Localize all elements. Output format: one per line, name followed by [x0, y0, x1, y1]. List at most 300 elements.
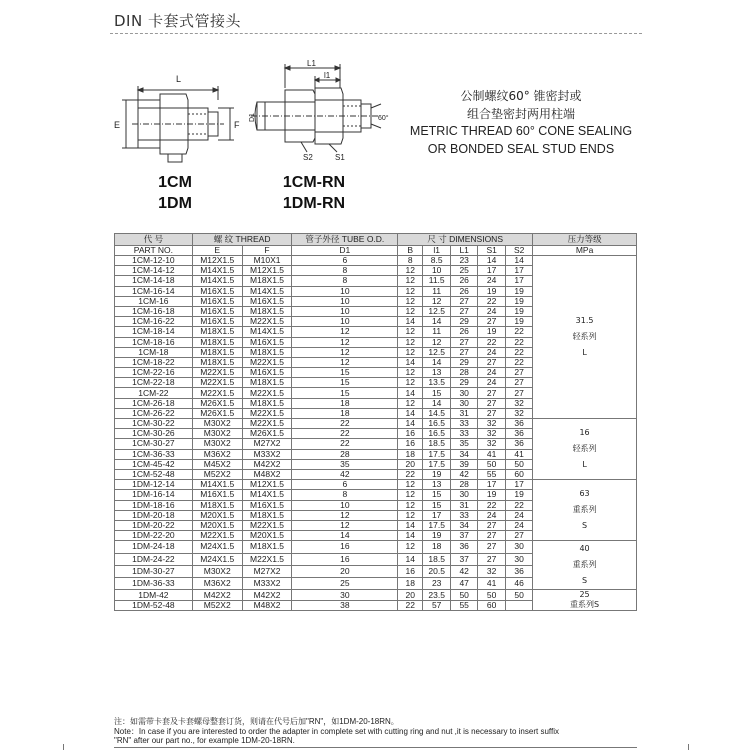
model-label-left [150, 172, 200, 214]
cell-dim-B: 16 [398, 565, 423, 577]
cell-thread-F: M18X1.5 [242, 347, 292, 357]
cell-thread-E: M22X1.5 [192, 388, 242, 398]
cell-dim-L1: 33 [451, 429, 478, 439]
cell-thread-F: M48X2 [242, 469, 292, 479]
cell-dim-S2: 30 [506, 553, 533, 565]
cell-thread-E: M16X1.5 [192, 490, 242, 500]
cell-tube-D1: 35 [292, 459, 398, 469]
cell-dim-L1: 33 [451, 510, 478, 520]
cell-thread-F: M12X1.5 [242, 266, 292, 276]
cell-dim-S1: 22 [478, 500, 506, 510]
cell-thread-F: M27X2 [242, 439, 292, 449]
table-row [115, 419, 637, 429]
cell-dim-B: 12 [398, 510, 423, 520]
cell-dim-S1: 32 [478, 565, 506, 577]
cell-dim-B: 12 [398, 378, 423, 388]
cell-dim-l1: 14 [423, 398, 451, 408]
cell-dim-L1: 26 [451, 286, 478, 296]
cell-dim-l1: 19 [423, 469, 451, 479]
cell-tube-D1: 22 [292, 429, 398, 439]
cell-dim-B: 22 [398, 469, 423, 479]
cell-tube-D1: 10 [292, 306, 398, 316]
cell-dim-L1: 30 [451, 490, 478, 500]
model-1dm: 1DM [158, 195, 192, 212]
cell-dim-L1: 50 [451, 590, 478, 601]
cell-dim-S1: 24 [478, 306, 506, 316]
cell-dim-S1: 17 [478, 480, 506, 490]
cell-dim-S2: 50 [506, 590, 533, 601]
cell-part-no: 1CM-22-16 [115, 368, 193, 378]
cell-dim-L1: 27 [451, 347, 478, 357]
cell-dim-L1: 37 [451, 531, 478, 541]
cell-dim-L1: 36 [451, 541, 478, 553]
cell-part-no: 1CM-16-18 [115, 306, 193, 316]
cell-dim-S2: 32 [506, 408, 533, 418]
cell-dim-B: 12 [398, 296, 423, 306]
pressure-group-cell [533, 419, 637, 480]
cell-thread-E: M20X1.5 [192, 520, 242, 530]
cell-thread-E: M14X1.5 [192, 480, 242, 490]
cell-dim-B: 12 [398, 276, 423, 286]
cell-thread-F: M26X1.5 [242, 429, 292, 439]
pressure-series: 重系列 [572, 560, 597, 570]
cell-dim-S1: 50 [478, 459, 506, 469]
pressure-value: 63 [579, 489, 590, 499]
cell-tube-D1: 12 [292, 510, 398, 520]
cell-dim-B: 18 [398, 578, 423, 590]
cell-thread-E: M16X1.5 [192, 286, 242, 296]
cell-dim-S1: 24 [478, 510, 506, 520]
cell-dim-L1: 30 [451, 398, 478, 408]
pressure-group-cell [533, 590, 637, 611]
cell-dim-S1: 27 [478, 520, 506, 530]
cell-thread-F: M22X1.5 [242, 388, 292, 398]
cell-part-no: 1CM-16 [115, 296, 193, 306]
cell-dim-L1: 37 [451, 553, 478, 565]
cell-dim-l1: 11.5 [423, 276, 451, 286]
cell-dim-l1: 12 [423, 337, 451, 347]
cell-thread-E: M30X2 [192, 419, 242, 429]
note-en-2: "RN" after our part no., for example 1DM-20-18RN. [114, 736, 295, 745]
cell-dim-l1: 17.5 [423, 520, 451, 530]
header-dimensions: 尺 寸 DIMENSIONS [398, 234, 533, 246]
header-thread: 螺 纹 THREAD [192, 234, 292, 246]
cell-dim-S1: 27 [478, 553, 506, 565]
cell-dim-B: 14 [398, 419, 423, 429]
cell-dim-S1: 22 [478, 296, 506, 306]
cell-dim-S2: 22 [506, 347, 533, 357]
cell-tube-D1: 42 [292, 469, 398, 479]
cell-dim-S1: 27 [478, 357, 506, 367]
cell-thread-F: M12X1.5 [242, 480, 292, 490]
cell-thread-F: M18X1.5 [242, 306, 292, 316]
cell-thread-E: M52X2 [192, 469, 242, 479]
cell-dim-L1: 55 [451, 600, 478, 611]
cell-thread-E: M18X1.5 [192, 327, 242, 337]
cell-tube-D1: 20 [292, 565, 398, 577]
cell-tube-D1: 12 [292, 357, 398, 367]
title-divider [110, 33, 642, 34]
cell-dim-l1: 18 [423, 541, 451, 553]
header-code: 代 号 [115, 234, 193, 246]
dim-label-L: L [176, 74, 182, 84]
cell-dim-B: 20 [398, 459, 423, 469]
cell-dim-S2: 22 [506, 500, 533, 510]
cell-part-no: 1CM-22 [115, 388, 193, 398]
cell-thread-F: M16X1.5 [242, 500, 292, 510]
dim-label-angle: 60° [378, 115, 389, 122]
cell-dim-S2: 19 [506, 286, 533, 296]
cell-dim-S2: 22 [506, 337, 533, 347]
cell-part-no: 1DM-18-16 [115, 500, 193, 510]
cell-tube-D1: 12 [292, 347, 398, 357]
cell-thread-F: M18X1.5 [242, 541, 292, 553]
cell-thread-E: M26X1.5 [192, 408, 242, 418]
cell-part-no: 1DM-52-48 [115, 600, 193, 611]
model-label-right [272, 172, 356, 214]
cell-tube-D1: 18 [292, 408, 398, 418]
cell-dim-S2: 36 [506, 429, 533, 439]
cell-dim-B: 20 [398, 590, 423, 601]
cell-dim-S2: 27 [506, 388, 533, 398]
cell-dim-S2: 19 [506, 317, 533, 327]
cell-dim-S1: 32 [478, 439, 506, 449]
cell-dim-S1: 27 [478, 398, 506, 408]
cell-dim-S1: 24 [478, 276, 506, 286]
cell-part-no: 1CM-18 [115, 347, 193, 357]
cell-dim-S2: 19 [506, 490, 533, 500]
cell-dim-B: 14 [398, 388, 423, 398]
header-E: E [192, 246, 242, 256]
pressure-value: 25 [579, 590, 590, 600]
cell-dim-S2: 36 [506, 565, 533, 577]
cell-dim-L1: 26 [451, 327, 478, 337]
cell-dim-l1: 57 [423, 600, 451, 611]
table-header-sub [115, 246, 637, 256]
cell-dim-l1: 23 [423, 578, 451, 590]
pressure-group-cell [533, 256, 637, 419]
header-tube: 管子外径 TUBE O.D. [292, 234, 398, 246]
cell-dim-S2: 30 [506, 541, 533, 553]
cell-thread-E: M20X1.5 [192, 510, 242, 520]
cell-thread-E: M12X1.5 [192, 256, 242, 266]
cell-part-no: 1DM-24-18 [115, 541, 193, 553]
cell-tube-D1: 14 [292, 531, 398, 541]
cell-dim-S1: 19 [478, 286, 506, 296]
cell-dim-S2: 32 [506, 398, 533, 408]
cell-thread-F: M33X2 [242, 449, 292, 459]
cell-tube-D1: 10 [292, 286, 398, 296]
cell-dim-B: 14 [398, 520, 423, 530]
table-row [115, 541, 637, 553]
cell-thread-F: M18X1.5 [242, 510, 292, 520]
desc-en-2: OR BONDED SEAL STUD ENDS [427, 141, 615, 156]
cell-tube-D1: 15 [292, 378, 398, 388]
cell-thread-E: M22X1.5 [192, 368, 242, 378]
cell-dim-S2: 17 [506, 276, 533, 286]
cell-part-no: 1DM-20-18 [115, 510, 193, 520]
note-cn: 注：如需带卡套及卡套螺母整套订货，则请在代号后加"RN"，如1DM-20-18RN。 [114, 717, 399, 726]
cell-dim-S2: 36 [506, 439, 533, 449]
cell-dim-B: 16 [398, 429, 423, 439]
cell-part-no: 1CM-22-18 [115, 378, 193, 388]
cell-dim-B: 12 [398, 500, 423, 510]
model-1cm-rn: 1CM-RN [282, 174, 346, 191]
cell-dim-S1: 19 [478, 490, 506, 500]
cell-dim-S1: 27 [478, 388, 506, 398]
cell-thread-F: M42X2 [242, 590, 292, 601]
cell-part-no: 1DM-16-14 [115, 490, 193, 500]
cell-tube-D1: 16 [292, 553, 398, 565]
cell-tube-D1: 6 [292, 256, 398, 266]
cell-tube-D1: 28 [292, 449, 398, 459]
pressure-series: 重系列S [570, 600, 600, 610]
cell-part-no: 1CM-30-27 [115, 439, 193, 449]
cell-thread-F: M14X1.5 [242, 327, 292, 337]
cell-dim-S2: 27 [506, 531, 533, 541]
cell-thread-F: M22X1.5 [242, 357, 292, 367]
cell-thread-F: M18X1.5 [242, 378, 292, 388]
cell-dim-B: 16 [398, 439, 423, 449]
cell-thread-E: M16X1.5 [192, 296, 242, 306]
cell-thread-E: M36X2 [192, 449, 242, 459]
cell-dim-B: 14 [398, 553, 423, 565]
cell-dim-S2: 19 [506, 306, 533, 316]
cell-thread-F: M42X2 [242, 459, 292, 469]
cell-tube-D1: 10 [292, 296, 398, 306]
cell-dim-l1: 15 [423, 500, 451, 510]
cell-dim-B: 12 [398, 398, 423, 408]
cell-dim-S1: 24 [478, 378, 506, 388]
cell-dim-S2: 50 [506, 459, 533, 469]
cell-part-no: 1CM-18-22 [115, 357, 193, 367]
cell-dim-L1: 39 [451, 459, 478, 469]
desc-cn-2: 组合垫密封两用柱端 [466, 106, 575, 121]
cell-tube-D1: 10 [292, 317, 398, 327]
cell-thread-E: M30X2 [192, 429, 242, 439]
cell-dim-L1: 42 [451, 469, 478, 479]
cell-dim-B: 12 [398, 266, 423, 276]
cell-thread-E: M18X1.5 [192, 337, 242, 347]
cell-dim-B: 12 [398, 368, 423, 378]
cell-dim-l1: 16.5 [423, 429, 451, 439]
page-title: DIN 卡套式管接头 [114, 12, 241, 30]
pressure-series: 重系列 [572, 505, 597, 515]
pressure-letter: L [582, 460, 587, 470]
cell-dim-B: 12 [398, 306, 423, 316]
table-row [115, 480, 637, 490]
cell-dim-L1: 28 [451, 480, 478, 490]
cell-dim-B: 8 [398, 256, 423, 266]
pressure-value: 16 [579, 428, 590, 438]
model-1dm-rn: 1DM-RN [282, 195, 346, 212]
cell-dim-L1: 34 [451, 449, 478, 459]
cell-dim-S1: 24 [478, 368, 506, 378]
cell-dim-S2: 19 [506, 296, 533, 306]
cell-thread-F: M16X1.5 [242, 368, 292, 378]
cell-part-no: 1CM-14-18 [115, 276, 193, 286]
cell-part-no: 1DM-36-33 [115, 578, 193, 590]
header-mpa: MPa [533, 246, 637, 256]
cell-dim-S2 [506, 600, 533, 611]
cell-dim-l1: 18.5 [423, 439, 451, 449]
cell-dim-l1: 11 [423, 286, 451, 296]
cell-dim-l1: 13.5 [423, 378, 451, 388]
table-row [115, 256, 637, 266]
cell-dim-S1: 27 [478, 531, 506, 541]
cell-dim-L1: 26 [451, 276, 478, 286]
cell-part-no: 1CM-52-48 [115, 469, 193, 479]
cell-dim-l1: 13 [423, 368, 451, 378]
cell-dim-L1: 47 [451, 578, 478, 590]
cell-thread-E: M26X1.5 [192, 398, 242, 408]
cell-thread-F: M14X1.5 [242, 286, 292, 296]
cell-dim-l1: 12.5 [423, 306, 451, 316]
cell-tube-D1: 22 [292, 439, 398, 449]
cell-thread-F: M20X1.5 [242, 531, 292, 541]
cell-dim-S1: 55 [478, 469, 506, 479]
cell-thread-E: M42X2 [192, 590, 242, 601]
cell-dim-L1: 34 [451, 520, 478, 530]
cell-dim-l1: 16.5 [423, 419, 451, 429]
cell-thread-F: M16X1.5 [242, 296, 292, 306]
header-D1: D1 [292, 246, 398, 256]
cell-dim-S2: 36 [506, 419, 533, 429]
dim-label-l1: l1 [324, 71, 331, 80]
cell-dim-S1: 27 [478, 317, 506, 327]
cell-dim-L1: 33 [451, 419, 478, 429]
cell-dim-S1: 32 [478, 429, 506, 439]
cell-tube-D1: 30 [292, 590, 398, 601]
cell-dim-B: 12 [398, 286, 423, 296]
cell-dim-S2: 60 [506, 469, 533, 479]
cell-dim-B: 18 [398, 449, 423, 459]
cell-tube-D1: 12 [292, 520, 398, 530]
cell-thread-E: M52X2 [192, 600, 242, 611]
cell-tube-D1: 12 [292, 327, 398, 337]
cell-tube-D1: 38 [292, 600, 398, 611]
cell-thread-E: M18X1.5 [192, 500, 242, 510]
cell-part-no: 1CM-16-14 [115, 286, 193, 296]
cell-part-no: 1DM-30-27 [115, 565, 193, 577]
cell-dim-B: 14 [398, 357, 423, 367]
pressure-value: 31.5 [575, 316, 594, 325]
cell-tube-D1: 8 [292, 276, 398, 286]
cell-thread-F: M18X1.5 [242, 276, 292, 286]
cell-dim-L1: 27 [451, 337, 478, 347]
cell-dim-l1: 14.5 [423, 408, 451, 418]
cell-part-no: 1CM-16-22 [115, 317, 193, 327]
dim-label-E: E [114, 120, 121, 130]
cell-dim-l1: 15 [423, 490, 451, 500]
cell-part-no: 1CM-26-18 [115, 398, 193, 408]
fitting-description [396, 88, 646, 158]
header-B: B [398, 246, 423, 256]
header-S2: S2 [506, 246, 533, 256]
cell-dim-l1: 15 [423, 388, 451, 398]
cell-dim-B: 12 [398, 337, 423, 347]
cell-dim-B: 14 [398, 531, 423, 541]
cell-dim-S2: 27 [506, 368, 533, 378]
dim-label-D1: D1 [249, 113, 256, 122]
cell-dim-S1: 22 [478, 337, 506, 347]
cell-part-no: 1CM-30-22 [115, 419, 193, 429]
table-row [115, 590, 637, 601]
pressure-letter: S [582, 521, 588, 531]
cell-tube-D1: 25 [292, 578, 398, 590]
cell-tube-D1: 8 [292, 266, 398, 276]
desc-cn-1: 公制螺纹60° 锥密封或 [460, 89, 582, 103]
cell-dim-l1: 14 [423, 317, 451, 327]
cell-part-no: 1DM-42 [115, 590, 193, 601]
cell-dim-l1: 12 [423, 296, 451, 306]
cell-dim-L1: 42 [451, 565, 478, 577]
cell-dim-L1: 27 [451, 306, 478, 316]
cell-part-no: 1CM-18-14 [115, 327, 193, 337]
cell-thread-F: M27X2 [242, 565, 292, 577]
pressure-group-cell [533, 480, 637, 541]
header-L1: L1 [451, 246, 478, 256]
cell-dim-S1: 27 [478, 541, 506, 553]
order-note [114, 717, 637, 748]
pressure-value: 40 [579, 544, 590, 554]
cell-dim-l1: 17.5 [423, 449, 451, 459]
header-l1: l1 [423, 246, 451, 256]
cell-part-no: 1DM-24-22 [115, 553, 193, 565]
dim-label-F: F [234, 120, 240, 130]
cell-dim-L1: 29 [451, 378, 478, 388]
cell-dim-L1: 28 [451, 368, 478, 378]
cell-dim-S1: 24 [478, 347, 506, 357]
cell-dim-S2: 27 [506, 378, 533, 388]
cell-dim-l1: 13 [423, 480, 451, 490]
cell-tube-D1: 22 [292, 419, 398, 429]
cell-tube-D1: 10 [292, 500, 398, 510]
cell-part-no: 1CM-12-10 [115, 256, 193, 266]
cell-thread-E: M16X1.5 [192, 317, 242, 327]
cell-dim-S1: 32 [478, 419, 506, 429]
header-S1: S1 [478, 246, 506, 256]
spec-table [114, 233, 637, 611]
cell-dim-l1: 23.5 [423, 590, 451, 601]
cell-dim-L1: 23 [451, 256, 478, 266]
desc-en-1: METRIC THREAD 60° CONE SEALING [409, 124, 633, 138]
cell-thread-F: M22X1.5 [242, 520, 292, 530]
dim-label-S1: S1 [335, 153, 345, 162]
header-part-no: PART NO. [115, 246, 193, 256]
cell-dim-l1: 12.5 [423, 347, 451, 357]
pressure-series: 轻系列 [572, 332, 597, 341]
cell-thread-F: M22X1.5 [242, 419, 292, 429]
drawing-1cm [108, 68, 243, 168]
pressure-letter: S [582, 576, 588, 586]
cell-thread-F: M16X1.5 [242, 337, 292, 347]
cell-dim-l1: 17 [423, 510, 451, 520]
cell-dim-l1: 14 [423, 357, 451, 367]
cell-dim-B: 12 [398, 541, 423, 553]
cell-dim-S1: 27 [478, 408, 506, 418]
cell-thread-E: M16X1.5 [192, 306, 242, 316]
cell-thread-E: M30X2 [192, 565, 242, 577]
cell-dim-S1: 41 [478, 578, 506, 590]
cell-dim-L1: 31 [451, 500, 478, 510]
cell-dim-S2: 41 [506, 449, 533, 459]
cell-thread-E: M18X1.5 [192, 357, 242, 367]
cell-dim-S1: 17 [478, 266, 506, 276]
cell-thread-E: M36X2 [192, 578, 242, 590]
cell-dim-S2: 46 [506, 578, 533, 590]
dim-label-L1: L1 [307, 59, 316, 68]
